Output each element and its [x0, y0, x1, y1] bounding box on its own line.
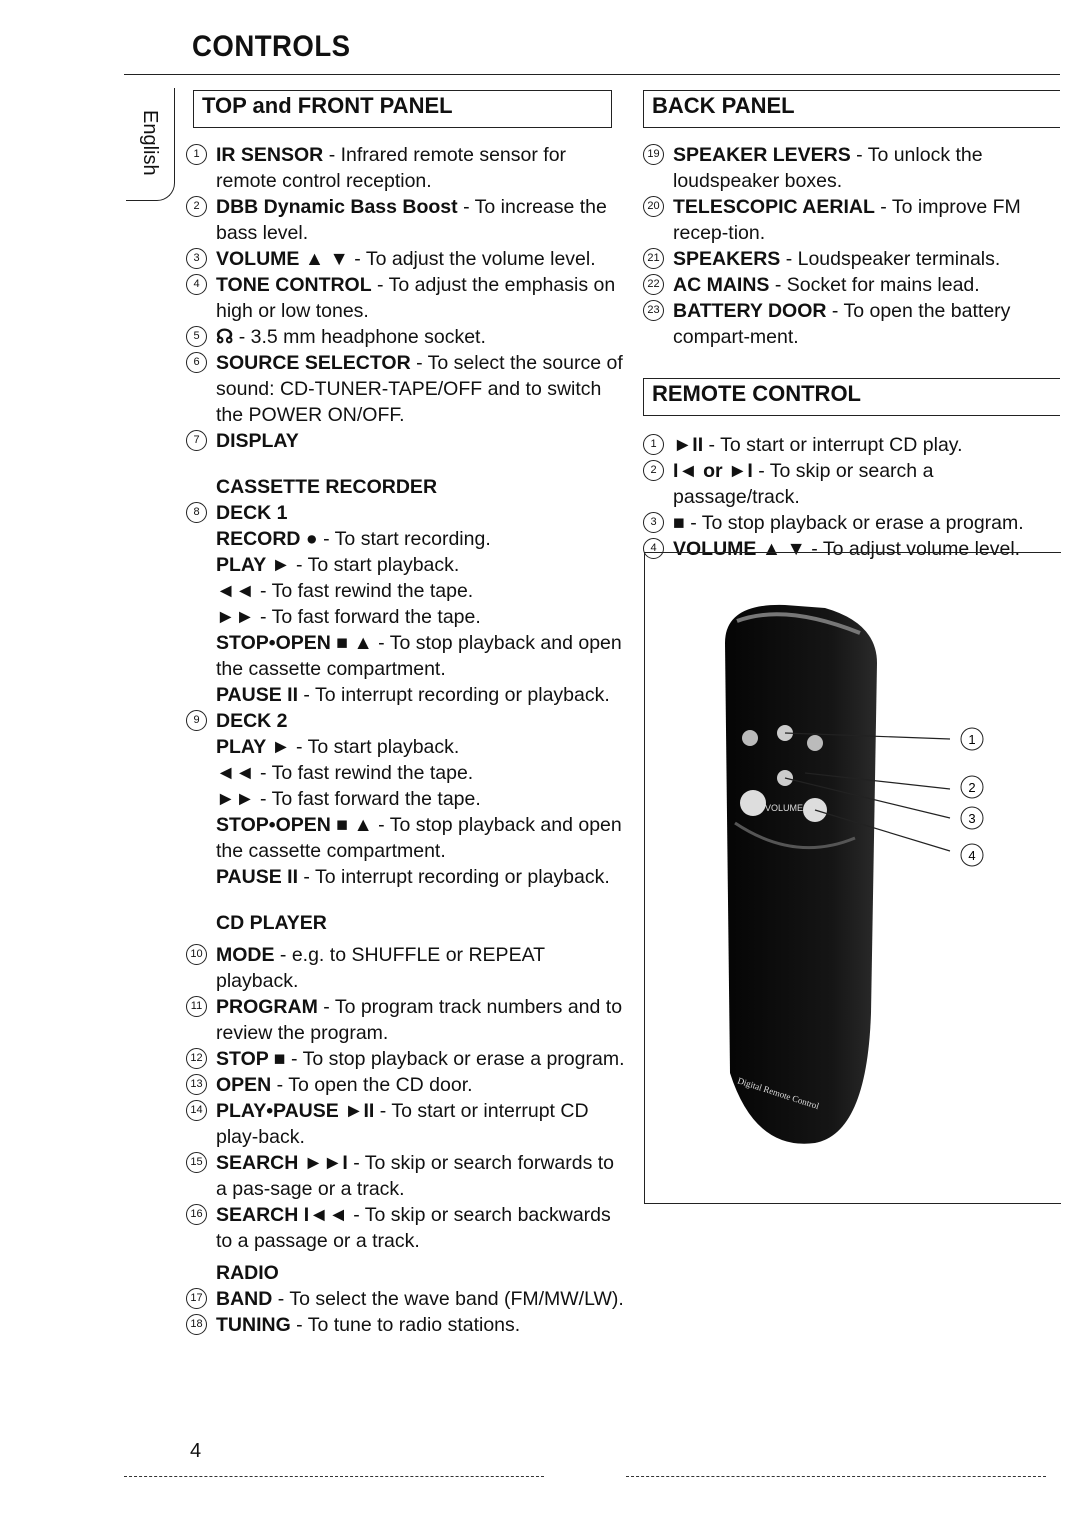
item-label: BATTERY DOOR	[673, 300, 827, 322]
item-number: 12	[186, 1048, 207, 1069]
deck-line	[186, 812, 626, 864]
page-number: 4	[190, 1440, 202, 1462]
item-desc: - 3.5 mm headphone socket.	[233, 326, 486, 348]
item-number: 8	[186, 502, 207, 523]
item-desc: - Loudspeaker terminals.	[780, 248, 1001, 270]
deck-line-desc: - To start playback.	[290, 554, 460, 576]
item-number: 6	[186, 352, 207, 373]
deck-line-label: PLAY ►	[216, 554, 291, 576]
deck-line-desc: - To interrupt recording or playback.	[298, 684, 610, 706]
language-tab	[126, 88, 175, 201]
item-desc: - To adjust volume level.	[805, 538, 1021, 560]
item-label: SPEAKERS	[673, 248, 781, 270]
brand-print: Digital Remote Control	[736, 1075, 821, 1112]
remote-heading: REMOTE CONTROL	[643, 378, 1060, 416]
cd-list	[186, 942, 626, 1254]
item-desc: - To adjust the volume level.	[348, 248, 596, 270]
deck1-block	[186, 500, 626, 708]
back-panel-column	[643, 142, 1053, 350]
list-item	[186, 142, 626, 194]
cassette-heading: CASSETTE RECORDER	[216, 476, 438, 498]
back-panel-heading: BACK PANEL	[643, 90, 1060, 128]
item-number: 23	[643, 300, 664, 321]
deck-line-label: PLAY ►	[216, 736, 291, 758]
item-desc: - To program track numbers and to review the program.	[216, 996, 623, 1044]
deck-line	[186, 786, 626, 812]
item-desc: - To start or interrupt CD play.	[703, 434, 963, 456]
list-item	[643, 510, 1053, 536]
item-desc: - To select the wave band (FM/MW/LW).	[272, 1288, 624, 1310]
list-item	[186, 1098, 626, 1150]
item-desc: - To increase the bass level.	[216, 196, 607, 244]
item-desc: - To stop playback or erase a program.	[684, 512, 1024, 534]
item-label: DECK 1	[216, 502, 288, 524]
item-label: DISPLAY	[216, 430, 299, 452]
item-label: MODE	[216, 944, 275, 966]
deck-line-label: ◄◄	[216, 762, 255, 784]
item-number: 2	[643, 460, 664, 481]
deck-line	[186, 682, 626, 708]
item-label: PLAY•PAUSE ►II	[216, 1100, 375, 1122]
list-item	[186, 246, 626, 272]
item-number: 19	[643, 144, 664, 165]
list-item	[186, 994, 626, 1046]
item-label: SEARCH I◄◄	[216, 1204, 348, 1226]
list-item	[643, 458, 1053, 510]
item-label: STOP ■	[216, 1048, 286, 1070]
volume-down-button	[740, 790, 766, 816]
list-item	[186, 272, 626, 324]
item-desc: - Socket for mains lead.	[769, 274, 980, 296]
deck-line	[186, 526, 626, 552]
svg-text:3: 3	[968, 811, 976, 826]
svg-text:1: 1	[968, 732, 976, 747]
radio-heading: RADIO	[216, 1262, 279, 1284]
item-label: OPEN	[216, 1074, 272, 1096]
item-label: TUNING	[216, 1314, 291, 1336]
item-label: IR SENSOR	[216, 144, 324, 166]
list-item	[186, 194, 626, 246]
deck-line	[186, 578, 626, 604]
list-item	[186, 324, 626, 350]
deck-line-desc: - To fast rewind the tape.	[254, 580, 474, 602]
item-desc: - To tune to radio stations.	[290, 1314, 521, 1336]
list-item	[186, 1072, 626, 1098]
item-label: VOLUME ▲ ▼	[673, 538, 806, 560]
item-desc: - To skip or search forwards to a pas-sage or a track.	[216, 1152, 615, 1200]
svg-text:2: 2	[968, 780, 976, 795]
top-front-heading: TOP and FRONT PANEL	[193, 90, 612, 128]
item-number: 4	[643, 538, 664, 559]
left-column	[186, 142, 626, 1338]
deck-line-desc: - To start playback.	[290, 736, 460, 758]
item-desc: - To unlock the loudspeaker boxes.	[673, 144, 983, 192]
deck-line-desc: - To stop playback and open the cassette compartment.	[216, 814, 622, 862]
item-desc: - To start or interrupt CD play-back.	[216, 1100, 589, 1148]
item-number: 3	[186, 248, 207, 269]
item-desc: - To skip or search backwards to a passage or a track.	[216, 1204, 611, 1252]
deck-line-desc: - To fast rewind the tape.	[254, 762, 474, 784]
remote-column	[643, 432, 1053, 562]
skip-back-button	[742, 730, 758, 746]
item-label: AC MAINS	[673, 274, 770, 296]
item-label: SOURCE SELECTOR	[216, 352, 411, 374]
item-label: DECK 2	[216, 710, 288, 732]
item-desc: - To stop playback or erase a program.	[285, 1048, 625, 1070]
item-desc: - To skip or search a passage/track.	[673, 460, 934, 508]
deck-line-desc: - To fast forward the tape.	[254, 606, 481, 628]
volume-print: VOLUME	[765, 803, 804, 813]
list-item	[186, 942, 626, 994]
list-item	[643, 272, 1053, 298]
remote-illustration-frame	[644, 552, 1061, 1204]
deck-line-desc: - To fast forward the tape.	[254, 788, 481, 810]
list-item	[186, 1202, 626, 1254]
item-number: 1	[643, 434, 664, 455]
item-label: SPEAKER LEVERS	[673, 144, 851, 166]
list-item	[186, 1286, 626, 1312]
item-number: 18	[186, 1314, 207, 1335]
item-number: 4	[186, 274, 207, 295]
item-label: PROGRAM	[216, 996, 318, 1018]
deck-line-label: STOP•OPEN ■ ▲	[216, 814, 373, 836]
item-label: DBB Dynamic Bass Boost	[216, 196, 458, 218]
deck-title	[186, 500, 626, 526]
page-title: CONTROLS	[192, 30, 351, 63]
deck-line	[186, 630, 626, 682]
radio-list	[186, 1286, 626, 1338]
item-number: 10	[186, 944, 207, 965]
skip-forward-button	[807, 735, 823, 751]
item-number: 22	[643, 274, 664, 295]
item-desc: - To adjust the emphasis on high or low tones.	[216, 274, 616, 322]
back-list	[643, 142, 1053, 350]
deck-line-desc: - To interrupt recording or playback.	[298, 866, 610, 888]
item-number: 2	[186, 196, 207, 217]
list-item	[186, 1312, 626, 1338]
footer-rule-left	[124, 1476, 544, 1477]
item-desc: - To open the battery compart-ment.	[673, 300, 1011, 348]
footer-rule-right	[626, 1476, 1046, 1477]
callout-2	[961, 776, 983, 798]
list-item	[643, 298, 1053, 350]
list-item	[643, 246, 1053, 272]
item-number: 21	[643, 248, 664, 269]
svg-text:4: 4	[968, 848, 976, 863]
item-number: 13	[186, 1074, 207, 1095]
item-desc: - To improve FM recep-tion.	[673, 196, 1021, 244]
item-number: 20	[643, 196, 664, 217]
list-item	[186, 350, 626, 428]
language-tab-label: English	[139, 110, 161, 176]
list-item	[643, 432, 1053, 458]
item-label: SEARCH ►►I	[216, 1152, 348, 1174]
deck-line-label: STOP•OPEN ■ ▲	[216, 632, 373, 654]
list-item	[186, 1046, 626, 1072]
list-item	[643, 194, 1053, 246]
deck-line-label: ◄◄	[216, 580, 255, 602]
item-label: I◄ or ►I	[673, 460, 753, 482]
list-item	[186, 428, 626, 454]
item-number: 16	[186, 1204, 207, 1225]
deck-line	[186, 760, 626, 786]
item-number: 15	[186, 1152, 207, 1173]
item-desc: - To select the source of sound: CD-TUNER-TAPE/OFF and to switch the POWER ON/OFF.	[216, 352, 623, 426]
deck-line-label: PAUSE II	[216, 866, 298, 888]
item-label: BAND	[216, 1288, 273, 1310]
item-label: ■	[673, 512, 685, 534]
cd-heading: CD PLAYER	[216, 912, 327, 934]
item-desc: - e.g. to SHUFFLE or REPEAT playback.	[216, 944, 545, 992]
item-number: 5	[186, 326, 207, 347]
callout-1	[961, 728, 983, 750]
deck2-block	[186, 708, 626, 890]
deck-line-desc: - To start recording.	[317, 528, 491, 550]
item-number: 1	[186, 144, 207, 165]
deck-line-label: ►►	[216, 788, 255, 810]
item-number: 7	[186, 430, 207, 451]
deck-line-label: PAUSE II	[216, 684, 298, 706]
callout-3	[961, 807, 983, 829]
item-number: 9	[186, 710, 207, 731]
item-number: 11	[186, 996, 207, 1017]
remote-list	[643, 432, 1053, 562]
top-front-list	[186, 142, 626, 454]
deck-title	[186, 708, 626, 734]
item-label: VOLUME ▲ ▼	[216, 248, 349, 270]
deck-line-label: RECORD ●	[216, 528, 318, 550]
remote-illustration	[645, 553, 1061, 1203]
deck-line	[186, 864, 626, 890]
deck-line	[186, 604, 626, 630]
item-label: TELESCOPIC AERIAL	[673, 196, 875, 218]
item-label: ►II	[673, 434, 704, 456]
remote-body	[725, 605, 877, 1144]
item-number: 17	[186, 1288, 207, 1309]
item-number: 3	[643, 512, 664, 533]
item-number: 14	[186, 1100, 207, 1121]
list-item	[643, 142, 1053, 194]
callout-4	[961, 844, 983, 866]
deck-line-label: ►►	[216, 606, 255, 628]
item-label: TONE CONTROL	[216, 274, 372, 296]
deck-line	[186, 734, 626, 760]
deck-line	[186, 552, 626, 578]
item-desc: - Infrared remote sensor for remote control reception.	[216, 144, 567, 192]
list-item	[186, 1150, 626, 1202]
item-label: ☊	[216, 326, 234, 348]
deck-line-desc: - To stop playback and open the cassette compartment.	[216, 632, 622, 680]
item-desc: - To open the CD door.	[271, 1074, 473, 1096]
header-rule	[124, 74, 1060, 75]
